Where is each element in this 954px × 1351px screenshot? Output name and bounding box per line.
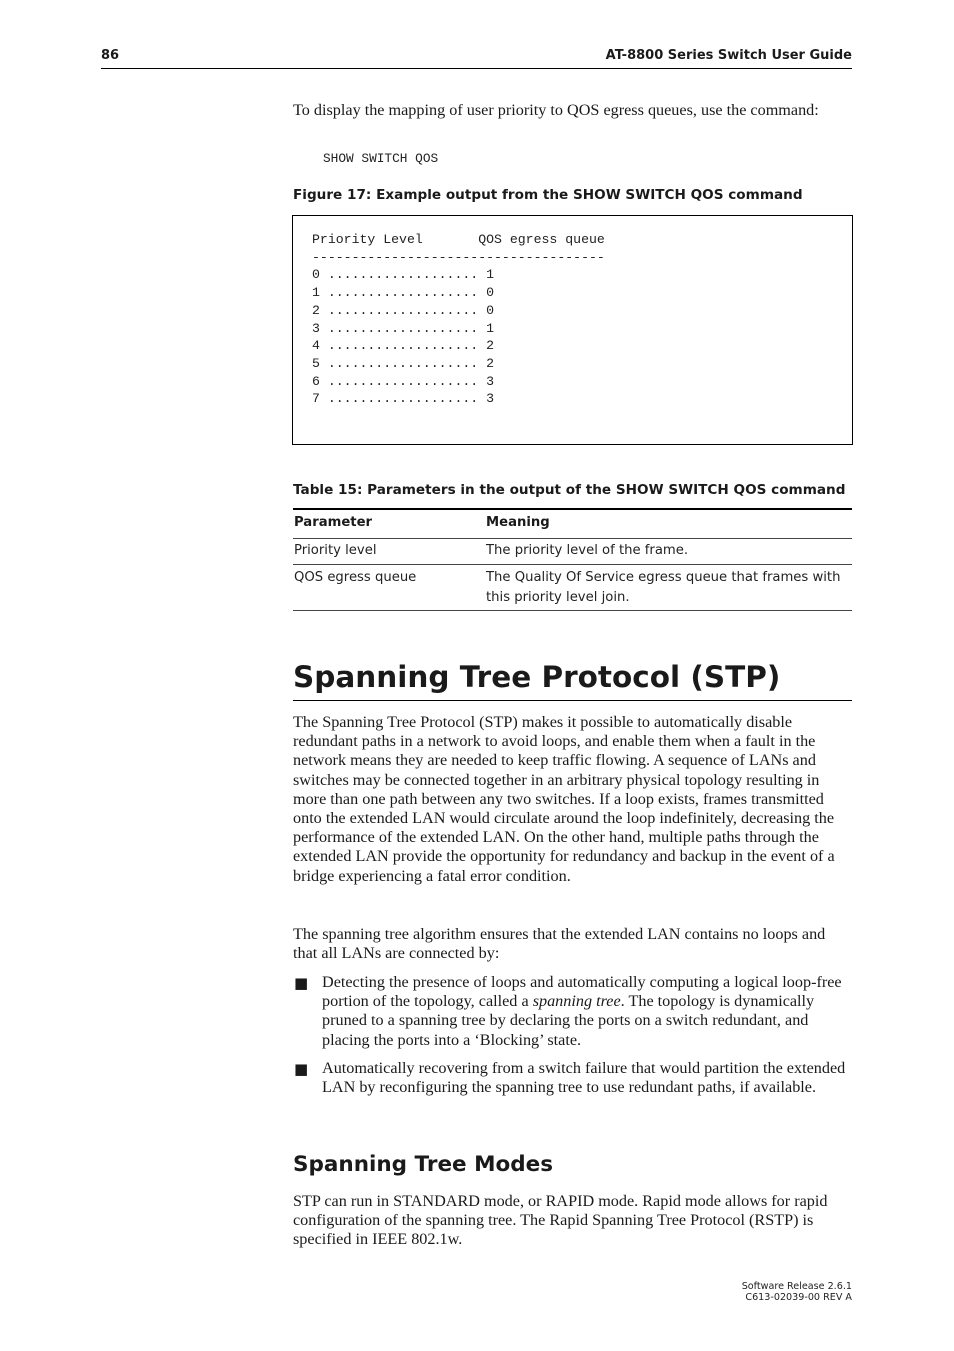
figure-output-box [292, 215, 853, 445]
table-cell: QOS egress queue [294, 570, 417, 585]
table-header-meaning: Meaning [486, 515, 550, 530]
table-row-rule [293, 538, 852, 539]
stp-paragraph-1: The Spanning Tree Protocol (STP) makes it possible to automatically disable redundant paths in a network to avoid loops, and enable them when a fault in the network means they are needed to keep traffic flowing. A sequence of LANs and switches may be connected together in an arbitrary physical topology resulting in more than one path between any two switches. If a loop exists, frames transmitted onto the extended LAN would circulate around the loop indefinitely, decreasing the performance of the extended LAN. On the other hand, multiple paths through the extended LAN provide the opportunity for redundancy and backup in the event of a bridge experiencing a fatal error condition. [293, 713, 835, 885]
page-number: 86 [101, 48, 120, 63]
bullet-square-icon: ■ [294, 1060, 309, 1078]
command-example: SHOW SWITCH QOS [323, 151, 439, 166]
subsection-title: Spanning Tree Modes [293, 1152, 554, 1177]
section-rule [293, 700, 852, 701]
footer-release: Software Release 2.6.1 [741, 1281, 852, 1292]
intro-paragraph: To display the mapping of user priority to QOS egress queues, use the command: [293, 101, 819, 119]
table-cell: The priority level of the frame. [486, 543, 689, 558]
table-caption: Table 15: Parameters in the output of the SHOW SWITCH QOS command [293, 482, 846, 498]
figure-output: Priority Level QOS egress queue ------------------------------------- 0 ................... 1 1 ................... 0 2 ................... 0 3 ................... 1 4 ................... 2 5 ................... 2 6 ................... 3 7 ................... 3 [312, 232, 605, 407]
table-bottom-rule [293, 610, 852, 611]
footer-doc-id: C613-02039-00 REV A [745, 1292, 852, 1303]
bullet-square-icon: ■ [294, 974, 309, 992]
stp-paragraph-2: The spanning tree algorithm ensures that the extended LAN contains no loops and that all LANs are connected by: [293, 925, 826, 963]
header-rule [101, 68, 852, 69]
modes-paragraph: STP can run in STANDARD mode, or RAPID mode. Rapid mode allows for rapid configuration of the spanning tree. The Rapid Spanning Tree Protocol (RSTP) is specified in IEEE 802.1w. [293, 1192, 828, 1249]
figure-caption: Figure 17: Example output from the SHOW SWITCH QOS command [293, 187, 803, 203]
table-header-parameter: Parameter [294, 515, 373, 530]
table-cell: The Quality Of Service egress queue that frames with this priority level join. [486, 570, 841, 605]
section-title: Spanning Tree Protocol (STP) [293, 660, 781, 694]
bullet-item: Automatically recovering from a switch failure that would partition the extended LAN by reconfiguring the spanning tree to use redundant paths, if available. [322, 1059, 846, 1097]
table-cell: Priority level [294, 543, 377, 558]
table-top-rule [293, 508, 852, 510]
bullet-item: Detecting the presence of loops and automatically computing a logical loop-free portion of the topology, called a spanning tree. The topology is dynamically pruned to a spanning tree by declaring the ports on a switch redundant, and placing the ports into a ‘Blocking’ state. [322, 973, 842, 1049]
guide-title: AT-8800 Series Switch User Guide [605, 48, 852, 63]
table-row-rule [293, 564, 852, 565]
